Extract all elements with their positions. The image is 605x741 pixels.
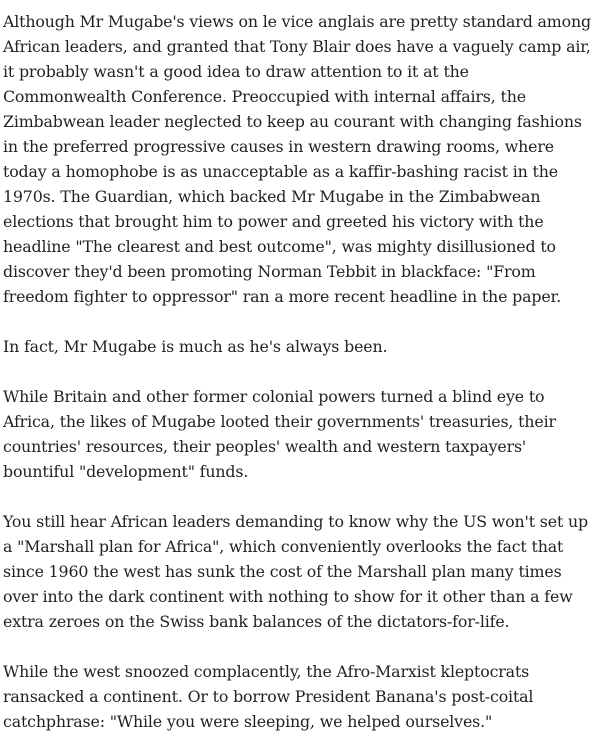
article-paragraph-1: Although Mr Mugabe's views on le vice anglais are pretty standard among African leaders, and granted that Tony Blair does have a vaguely camp air, it probably wasn't a good idea to draw attention to it at the Commonwealth Conference. Preoccupied with internal affairs, the Zimbabwean leader neglected to keep au courant with changing fashions in the preferred progressive causes in western drawing rooms, where today a homophobe is as unacceptable as a kaffir-bashing racist in the 1970s. The Guardian, which backed Mr Mugabe in the Zimbabwean elections that brought him to power and greeted his victory with the headline "The clearest and best outcome", was mighty disillusioned to discover they'd been promoting Norman Tebbit in blackface: "From freedom fighter to oppressor" ran a more recent headline in the paper. xyxy=(3,12,591,306)
article-paragraph-4: You still hear African leaders demanding to know why the US won't set up a "Marshall plan for Africa", which conveniently overlooks the fact that since 1960 the west has sunk the cost of the Marshall plan many times over into the dark continent with nothing to show for it other than a few extra zeroes on the Swiss bank balances of the dictators-for-life. xyxy=(3,512,589,631)
article-paragraph-3: While Britain and other former colonial powers turned a blind eye to Africa, the likes of Mugabe looted their governments' treasuries, their countries' resources, their peoples' wealth and western taxpayers' bountiful "development" funds. xyxy=(3,387,556,481)
article-paragraph-5: While the west snoozed complacently, the Afro-Marxist kleptocrats ransacked a continent. Or to borrow President Banana's post-coital catchphrase: "While you were sleeping, we helped ourselves." xyxy=(3,662,534,731)
article-paragraph-2: In fact, Mr Mugabe is much as he's always been. xyxy=(3,337,388,356)
